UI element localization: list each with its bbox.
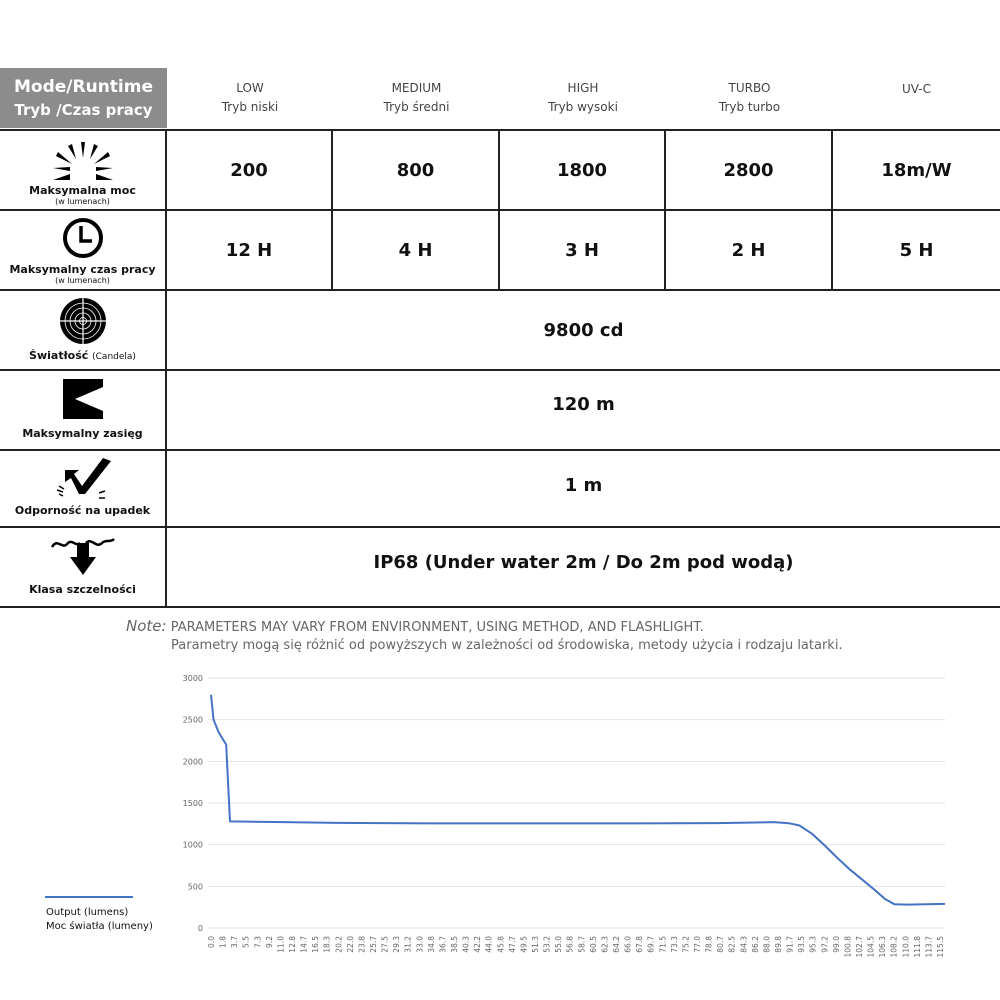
value-range: 120 m bbox=[552, 394, 615, 415]
col-pl: Tryb wysoki bbox=[548, 100, 618, 114]
x-tick-label: 34.8 bbox=[426, 936, 436, 953]
x-tick-label: 104.5 bbox=[866, 936, 876, 958]
x-tick-label: 66.0 bbox=[623, 936, 633, 953]
x-tick-label: 97.2 bbox=[820, 936, 830, 953]
x-tick-label: 1.8 bbox=[218, 936, 228, 948]
col-name: TURBO bbox=[728, 81, 771, 95]
x-tick-label: 33.0 bbox=[415, 936, 425, 953]
x-tick-label: 5.5 bbox=[241, 936, 251, 948]
x-tick-label: 20.2 bbox=[334, 936, 344, 953]
note-en: PARAMETERS MAY VARY FROM ENVIRONMENT, USING METHOD, AND FLASHLIGHT. bbox=[170, 620, 704, 635]
col-name: MEDIUM bbox=[391, 81, 442, 95]
x-tick-label: 108.2 bbox=[889, 936, 899, 958]
x-tick-label: 77.0 bbox=[693, 936, 702, 953]
mode-header bbox=[0, 68, 167, 128]
x-tick-label: 53.2 bbox=[542, 936, 552, 953]
x-tick-label: 3.7 bbox=[230, 936, 240, 948]
x-tick-label: 31.2 bbox=[403, 936, 413, 953]
column-header-high bbox=[500, 68, 666, 128]
row-label bbox=[0, 371, 167, 450]
note-prefix: Note: bbox=[126, 617, 167, 635]
col-pl: Tryb turbo bbox=[718, 100, 781, 114]
x-tick-label: 115.5 bbox=[936, 936, 945, 958]
row-range bbox=[0, 369, 1000, 450]
value-turbo: 2800 bbox=[666, 131, 833, 210]
value-waterproof: IP68 (Under water 2m / Do 2m pod wodą) bbox=[373, 551, 794, 573]
value-low: 200 bbox=[167, 131, 333, 210]
y-tick-label: 1500 bbox=[182, 799, 203, 808]
row-label bbox=[0, 131, 167, 210]
x-tick-label: 29.3 bbox=[392, 936, 402, 953]
x-tick-label: 75.2 bbox=[681, 936, 691, 953]
row-label bbox=[0, 211, 167, 290]
label-text: Maksymalna moc bbox=[29, 184, 136, 197]
x-tick-label: 82.5 bbox=[727, 936, 737, 953]
value-impact: 1 m bbox=[564, 474, 603, 496]
x-tick-label: 23.8 bbox=[357, 936, 367, 953]
column-header-uvc bbox=[833, 68, 1000, 128]
waterproof-icon bbox=[50, 537, 116, 577]
x-tick-label: 80.7 bbox=[716, 936, 726, 953]
x-tick-label: 22.0 bbox=[345, 936, 355, 953]
x-tick-label: 106.3 bbox=[878, 936, 888, 958]
x-tick-label: 45.8 bbox=[496, 936, 506, 953]
col-pl: Tryb średni bbox=[383, 100, 450, 114]
column-header-turbo bbox=[666, 68, 833, 128]
row-label bbox=[0, 291, 167, 370]
mode-subtitle: Tryb /Czas pracy bbox=[14, 101, 153, 119]
x-tick-label: 47.7 bbox=[507, 936, 517, 953]
x-tick-label: 95.3 bbox=[808, 936, 818, 953]
y-tick-label: 500 bbox=[187, 882, 203, 892]
value-uvc: 18m/W bbox=[881, 160, 952, 181]
x-tick-label: 93.5 bbox=[797, 936, 807, 953]
x-tick-label: 55.0 bbox=[554, 936, 564, 953]
y-tick-label: 0 bbox=[197, 924, 203, 933]
value-high: 1800 bbox=[500, 131, 666, 210]
y-tick-label: 2500 bbox=[182, 715, 203, 725]
impact-resistance-icon bbox=[55, 458, 111, 500]
value-intensity: 9800 cd bbox=[543, 320, 624, 341]
value-uvc: 5 H bbox=[899, 240, 934, 261]
x-tick-label: 91.7 bbox=[785, 936, 795, 953]
y-tick-label: 3000 bbox=[182, 674, 203, 683]
column-header-low bbox=[167, 68, 333, 128]
x-tick-label: 58.7 bbox=[577, 936, 587, 953]
label-text: Klasa szczelności bbox=[29, 583, 136, 596]
x-tick-label: 78.8 bbox=[704, 936, 714, 953]
label-text: Maksymalny czas pracy bbox=[9, 263, 156, 276]
y-tick-label: 2000 bbox=[182, 757, 203, 767]
note-pl: Parametry mogą się różnić od powyższych w zależności od środowiska, metody użycia i rodzaju latarki. bbox=[171, 638, 843, 653]
x-tick-label: 89.8 bbox=[774, 936, 783, 953]
x-tick-label: 111.8 bbox=[912, 936, 922, 958]
x-tick-label: 25.7 bbox=[369, 936, 378, 953]
row-label bbox=[0, 451, 167, 527]
legend-entry-pl: Moc światła (lumeny) bbox=[46, 921, 153, 932]
x-tick-label: 38.5 bbox=[450, 936, 459, 953]
row-waterproof bbox=[0, 526, 1000, 608]
row-impact bbox=[0, 449, 1000, 527]
col-pl: Tryb niski bbox=[221, 100, 279, 114]
beam-range-icon bbox=[63, 379, 103, 419]
x-tick-label: 110.0 bbox=[901, 936, 911, 958]
x-tick-label: 27.5 bbox=[380, 936, 390, 953]
column-header-medium bbox=[333, 68, 500, 128]
x-tick-label: 100.8 bbox=[843, 936, 853, 958]
target-icon bbox=[59, 297, 107, 345]
x-tick-label: 0.0 bbox=[207, 936, 216, 948]
x-tick-label: 11.0 bbox=[276, 936, 286, 953]
x-tick-label: 40.3 bbox=[461, 936, 471, 953]
value-low: 12 H bbox=[167, 211, 333, 290]
x-tick-label: 86.2 bbox=[750, 936, 760, 953]
x-tick-label: 36.7 bbox=[438, 936, 448, 953]
col-name: UV-C bbox=[902, 82, 931, 96]
x-tick-label: 7.3 bbox=[253, 936, 263, 948]
x-tick-label: 62.3 bbox=[600, 936, 610, 953]
row-max-output bbox=[0, 129, 1000, 210]
x-tick-label: 88.0 bbox=[762, 936, 772, 953]
row-runtime bbox=[0, 209, 1000, 290]
x-tick-label: 67.8 bbox=[635, 936, 645, 953]
x-tick-label: 113.7 bbox=[924, 936, 934, 958]
col-name: HIGH bbox=[567, 81, 599, 95]
value-medium: 800 bbox=[333, 131, 500, 210]
x-tick-label: 16.5 bbox=[311, 936, 321, 953]
x-tick-label: 49.5 bbox=[519, 936, 529, 953]
label-text: Maksymalny zasięg bbox=[22, 427, 143, 440]
sun-icon bbox=[48, 142, 118, 184]
label-sub: (w lumenach) bbox=[55, 197, 110, 206]
series-line bbox=[211, 695, 945, 905]
x-tick-label: 84.3 bbox=[739, 936, 749, 953]
x-tick-label: 12.8 bbox=[288, 936, 297, 953]
label-main: Światłość bbox=[29, 349, 89, 362]
x-tick-label: 73.3 bbox=[669, 936, 679, 953]
legend-entry-en: Output (lumens) bbox=[46, 907, 129, 918]
x-tick-label: 14.7 bbox=[299, 936, 309, 953]
x-tick-label: 51.3 bbox=[531, 936, 540, 953]
legend-swatch bbox=[45, 896, 133, 898]
x-tick-label: 44.0 bbox=[484, 936, 494, 953]
clock-icon bbox=[62, 217, 104, 259]
x-tick-label: 9.2 bbox=[264, 936, 274, 948]
y-tick-label: 1000 bbox=[182, 840, 203, 850]
mode-title: Mode/Runtime bbox=[14, 77, 153, 97]
value-turbo: 2 H bbox=[666, 211, 833, 290]
label-sub: (w lumenach) bbox=[55, 276, 110, 285]
row-intensity bbox=[0, 289, 1000, 370]
x-tick-label: 42.2 bbox=[473, 936, 483, 953]
x-tick-label: 56.8 bbox=[565, 936, 575, 953]
value-medium: 4 H bbox=[333, 211, 500, 290]
x-tick-label: 69.7 bbox=[646, 936, 656, 953]
x-tick-label: 99.0 bbox=[831, 936, 841, 953]
col-name: LOW bbox=[236, 81, 264, 95]
x-tick-label: 60.5 bbox=[588, 936, 598, 953]
output-chart bbox=[0, 660, 1000, 1000]
x-tick-label: 71.5 bbox=[658, 936, 668, 953]
note bbox=[126, 617, 843, 655]
x-tick-label: 18.3 bbox=[322, 936, 332, 953]
row-label bbox=[0, 528, 167, 606]
value-high: 3 H bbox=[500, 211, 666, 290]
label-sub: (Candela) bbox=[92, 352, 136, 362]
label-text bbox=[29, 349, 136, 364]
x-tick-label: 102.7 bbox=[855, 936, 864, 958]
x-tick-label: 64.2 bbox=[612, 936, 621, 953]
label-text: Odporność na upadek bbox=[14, 504, 151, 517]
legend bbox=[46, 906, 153, 934]
